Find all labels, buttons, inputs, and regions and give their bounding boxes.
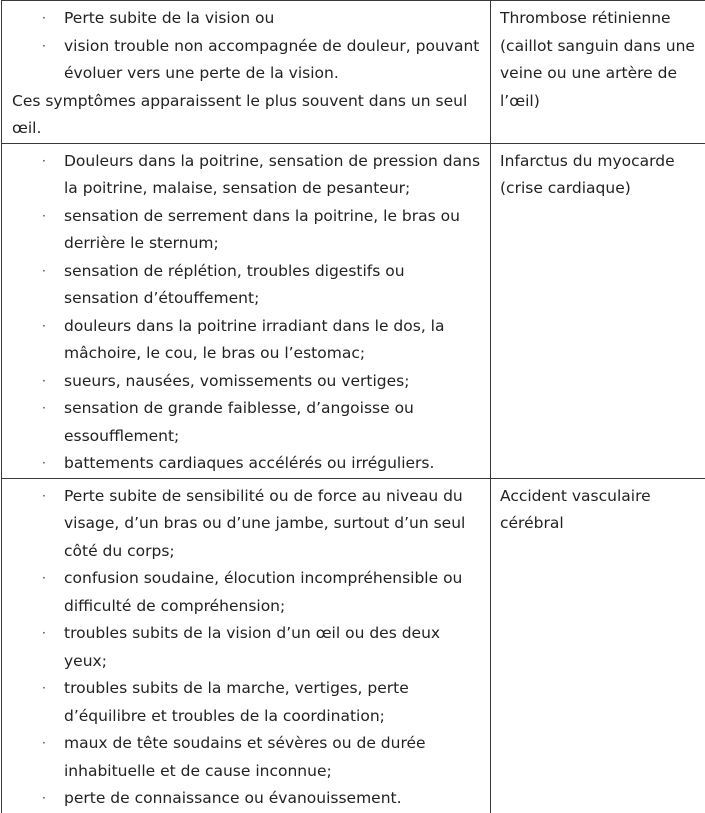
symptom-text: sueurs, nausées, vomissements ou vertiges;	[64, 372, 409, 390]
symptom-text: sensation de grande faiblesse, d’angoisse ou essoufflement;	[64, 399, 414, 445]
condition-cell	[491, 143, 705, 478]
bullet-icon: ·	[42, 620, 46, 648]
list-item	[12, 368, 484, 396]
list-item	[12, 483, 484, 566]
symptom-text: sensation de serrement dans la poitrine, le bras ou derrière le sternum;	[64, 207, 460, 253]
symptom-text: troubles subits de la vision d’un œil ou des deux yeux;	[64, 624, 440, 670]
bullet-icon: ·	[42, 148, 46, 176]
symptom-text: sensation de réplétion, troubles digestifs ou sensation d’étouffement;	[64, 262, 405, 308]
list-item	[12, 5, 484, 33]
list-item	[12, 730, 484, 785]
symptom-list	[12, 5, 484, 88]
condition-name: Accident vasculaire cérébral	[500, 483, 705, 538]
condition-cell	[491, 1, 705, 144]
symptom-text: battements cardiaques accélérés ou irréguliers.	[64, 454, 434, 472]
condition-cell	[491, 478, 705, 813]
symptoms-cell	[2, 478, 491, 813]
condition-name: Thrombose rétinienne (caillot sanguin dans une veine ou une artère de l’œil)	[500, 5, 705, 115]
list-item	[12, 450, 484, 478]
list-item	[12, 258, 484, 313]
bullet-icon: ·	[42, 203, 46, 231]
symptom-text: confusion soudaine, élocution incompréhensible ou difficulté de compréhension;	[64, 569, 462, 615]
symptom-note: Ces symptômes apparaissent le plus souvent dans un seul œil.	[12, 88, 484, 143]
bullet-icon: ·	[42, 565, 46, 593]
symptom-text: Douleurs dans la poitrine, sensation de pression dans la poitrine, malaise, sensation de pesanteur;	[64, 152, 480, 198]
condition-name: Infarctus du myocarde (crise cardiaque)	[500, 148, 705, 203]
list-item	[12, 203, 484, 258]
list-item	[12, 565, 484, 620]
bullet-icon: ·	[42, 313, 46, 341]
list-item	[12, 148, 484, 203]
symptoms-table	[1, 0, 705, 813]
symptoms-cell	[2, 143, 491, 478]
table-row	[2, 478, 705, 813]
list-item	[12, 620, 484, 675]
symptom-text: troubles subits de la marche, vertiges, perte d’équilibre et troubles de la coordination;	[64, 679, 409, 725]
symptom-text: vision trouble non accompagnée de douleur, pouvant évoluer vers une perte de la vision.	[64, 37, 479, 83]
bullet-icon: ·	[42, 483, 46, 511]
list-item	[12, 33, 484, 88]
table-row	[2, 1, 705, 144]
symptom-list	[12, 483, 484, 813]
bullet-icon: ·	[42, 5, 46, 33]
list-item	[12, 313, 484, 368]
list-item	[12, 675, 484, 730]
symptom-text: douleurs dans la poitrine irradiant dans le dos, la mâchoire, le cou, le bras ou l’estomac;	[64, 317, 445, 363]
bullet-icon: ·	[42, 785, 46, 813]
list-item	[12, 785, 484, 813]
symptom-text: Perte subite de la vision ou	[64, 9, 274, 27]
bullet-icon: ·	[42, 675, 46, 703]
bullet-icon: ·	[42, 258, 46, 286]
symptom-text: perte de connaissance ou évanouissement.	[64, 789, 402, 807]
symptom-text: maux de tête soudains et sévères ou de durée inhabituelle et de cause inconnue;	[64, 734, 426, 780]
bullet-icon: ·	[42, 33, 46, 61]
bullet-icon: ·	[42, 450, 46, 478]
symptom-text: Perte subite de sensibilité ou de force au niveau du visage, d’un bras ou d’une jambe, surtout d’un seul côté du corps;	[64, 487, 465, 560]
table-row	[2, 143, 705, 478]
bullet-icon: ·	[42, 368, 46, 396]
bullet-icon: ·	[42, 395, 46, 423]
symptoms-cell	[2, 1, 491, 144]
bullet-icon: ·	[42, 730, 46, 758]
list-item	[12, 395, 484, 450]
symptom-list	[12, 148, 484, 478]
